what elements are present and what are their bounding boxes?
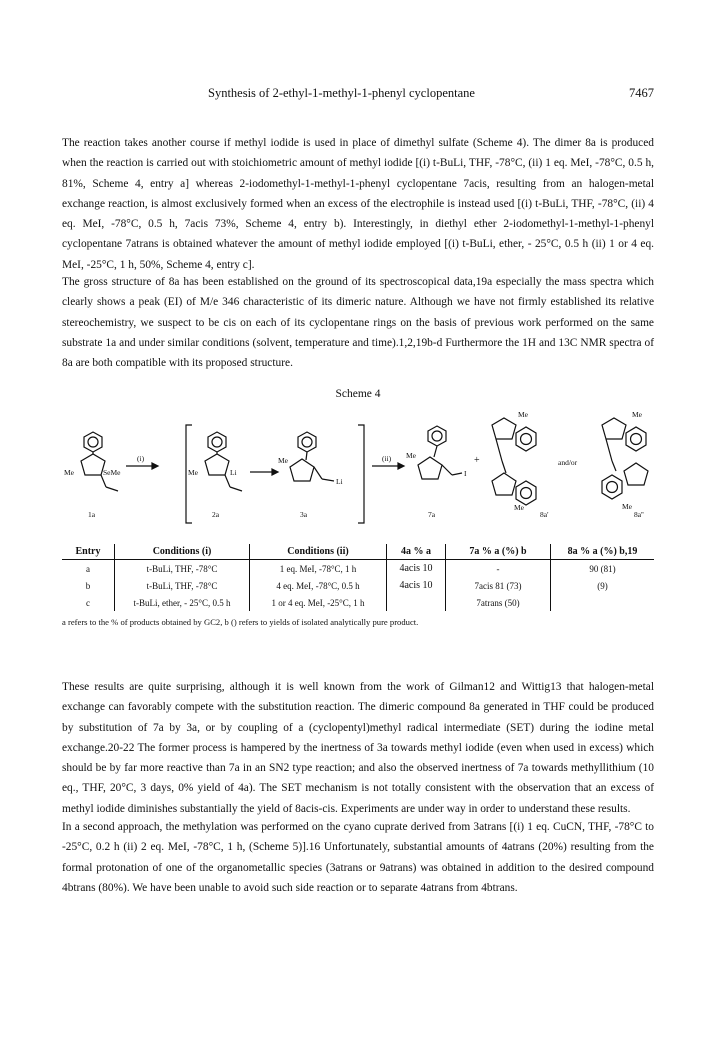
table-cell: 4acis 10 (387, 560, 446, 578)
label-me-1a: Me (64, 468, 74, 477)
scheme-title: Scheme 4 (335, 388, 381, 400)
table-header: Entry (62, 544, 115, 560)
table-row (62, 577, 654, 594)
table-cell: 4acis 10 (387, 577, 446, 594)
table-cell (551, 594, 655, 611)
label-and-or: and/or (558, 458, 578, 467)
table-cell: 7atrans (50) (446, 594, 551, 611)
table-cell: t-BuLi, THF, -78°C (115, 577, 250, 594)
label-step-ii: (ii) (382, 454, 392, 463)
label-3a: 3a (300, 510, 308, 519)
label-me-8a-double-prime: Me (632, 410, 642, 419)
label-seme: SeMe (103, 468, 121, 477)
table-cell: 7acis 81 (73) (446, 577, 551, 594)
label-iodo-7a: I (464, 469, 467, 478)
table-cell: 90 (81) (551, 560, 655, 578)
label-step-i: (i) (137, 454, 145, 463)
table-header: Conditions (ii) (250, 544, 387, 560)
scheme-4-drawing (62, 405, 654, 527)
compound-7a-structure (418, 426, 462, 479)
label-me-8a-prime-lower: Me (514, 503, 524, 512)
results-table (62, 544, 654, 611)
compound-8a-prime-structure (492, 418, 536, 505)
label-li-2a: Li (230, 468, 237, 477)
scheme-4-figure (62, 405, 654, 527)
label-li-3a: Li (336, 477, 343, 486)
label-plus: + (474, 455, 480, 466)
table-cell: a (86, 563, 90, 574)
paragraph-4: In a second approach, the methylation was performed on the cyano cuprate derived from 3atrans [(i) 1 eq. CuCN, THF, -78°C to -25°C, 0.2 h (ii) 2 eq. MeI, -78°C, 1 h, (Scheme 5)].16 Unfortunately, substantial amounts of 4atrans (20%) resulting from the formal protonation of one of the organometallic species (3atrans or 9atrans) was obtained in addition to the desired compound 4btrans (80%). We have been unable to avoid such side reaction or to separate 4atrans from 4btrans. (62, 821, 654, 894)
label-2a: 2a (212, 510, 220, 519)
table-row (62, 594, 654, 611)
label-me-8a-double-prime-lower: Me (622, 502, 632, 511)
label-me-3a: Me (278, 456, 288, 465)
compound-3a-structure (290, 432, 334, 481)
page-number: 7467 (629, 86, 654, 100)
table-cell (387, 594, 446, 611)
paragraph-2: The gross structure of 8a has been established on the ground of its spectroscopical data,19a especially the mass spectra which clearly shows a peak (EI) of M/e 346 characteristic of its dimeric nature. Although we have not firmly established its relative stereochemistry, we suspect to be cis on each of its cyclopentane rings on the basis of previous work performed on the same substrate 1a and under similar conditions (solvent, temperature and time).1,2,19b-d Furthermore the 1H and 13C NMR spectra of 8a are both compatible with its proposed structure. (62, 276, 654, 370)
table-cell: 4 eq. MeI, -78°C, 0.5 h (250, 577, 387, 594)
table-header: 7a % a (%) b (446, 544, 551, 560)
table-header: 4a % a (387, 544, 446, 560)
label-7a: 7a (428, 510, 436, 519)
table-cell: t-BuLi, THF, -78°C (115, 560, 250, 578)
table-cell: 1 or 4 eq. MeI, -25°C, 1 h (250, 594, 387, 611)
table-cell: 1 eq. MeI, -78°C, 1 h (250, 560, 387, 578)
label-me-7a: Me (406, 451, 416, 460)
compound-8a-double-prime-structure (602, 418, 648, 499)
table-header-row (62, 544, 654, 560)
table-row (62, 560, 654, 578)
label-me-2a: Me (188, 468, 198, 477)
table-footnote: a refers to the % of products obtained by GC2, b () refers to yields of isolated analytically pure product. (62, 617, 419, 627)
table-header: Conditions (i) (115, 544, 250, 560)
page-header (62, 86, 654, 106)
table-cell: c (86, 597, 90, 608)
table-cell: t-BuLi, ether, - 25°C, 0.5 h (115, 594, 250, 611)
table-cell: b (85, 580, 91, 591)
compound-2a-structure (205, 432, 242, 491)
paragraph-3: These results are quite surprising, although it is well known from the work of Gilman12 and Wittig13 that halogen-metal exchange can favorably compete with the substitution reaction. The dimeric compound 8a generated in THF could be produced by substitution of 7a by 3a, or by coupling of a (cyclopentyl)methyl radical intermediate (SET) during the iodine metal exchange.20-22 The former process is hampered by the inertness of 3a towards methyl iodide (even when used in excess) which should be by far more reactive than 7a in an SN2 type reaction; and also the observed inertness of 7a towards methyllithium (10 eq., THF, 20°C, 3 days, 0% yield of 4a). The SET mechanism is not totally consistent with the observation that an excess of methyl iodide diminishes substantially the yield of 8acis-cis. Experiments are under way in order to understand these results. (62, 681, 654, 815)
compound-1a-structure (81, 432, 118, 491)
table-cell: - (446, 560, 551, 578)
label-8a-prime: 8a' (540, 510, 549, 519)
label-1a: 1a (88, 510, 96, 519)
table-cell: (9) (551, 577, 655, 594)
running-title: Synthesis of 2-ethyl-1-methyl-1-phenyl cyclopentane (208, 86, 475, 100)
label-8a-double-prime: 8a'' (634, 510, 644, 519)
paragraph-1: The reaction takes another course if methyl iodide is used in place of dimethyl sulfate (Scheme 4). The dimer 8a is produced when the reaction is carried out with stoichiometric amount of methyl iodide [(i) t-BuLi, THF, -78°C, (ii) 1 eq. MeI, -78°C, 0.5 h, 81%, Scheme 4, entry a] whereas 2-iodomethyl-1-methyl-1-phenyl cyclopentane 7acis, resulting from an halogen-metal exchange reaction, is almost exclusively formed when an excess of the electrophile is instead used [(i) t-BuLi, THF, -78°C, (ii) 4 eq. MeI, -78°C, 0.5 h, 7acis 73%, Scheme 4, entry b). Interestingly, in diethyl ether 2-iodomethyl-1-methyl-1-phenyl cyclopentane 7atrans is obtained whatever the amount of methyl iodide employed [(i) t-BuLi, ether, - 25°C, 0.5 h (ii) 1 or 4 eq. MeI, -25°C, 1 h, 50%, Scheme 4, entry c]. (62, 137, 654, 271)
label-me-8a-prime: Me (518, 410, 528, 419)
table-header: 8a % a (%) b,19 (551, 544, 655, 560)
